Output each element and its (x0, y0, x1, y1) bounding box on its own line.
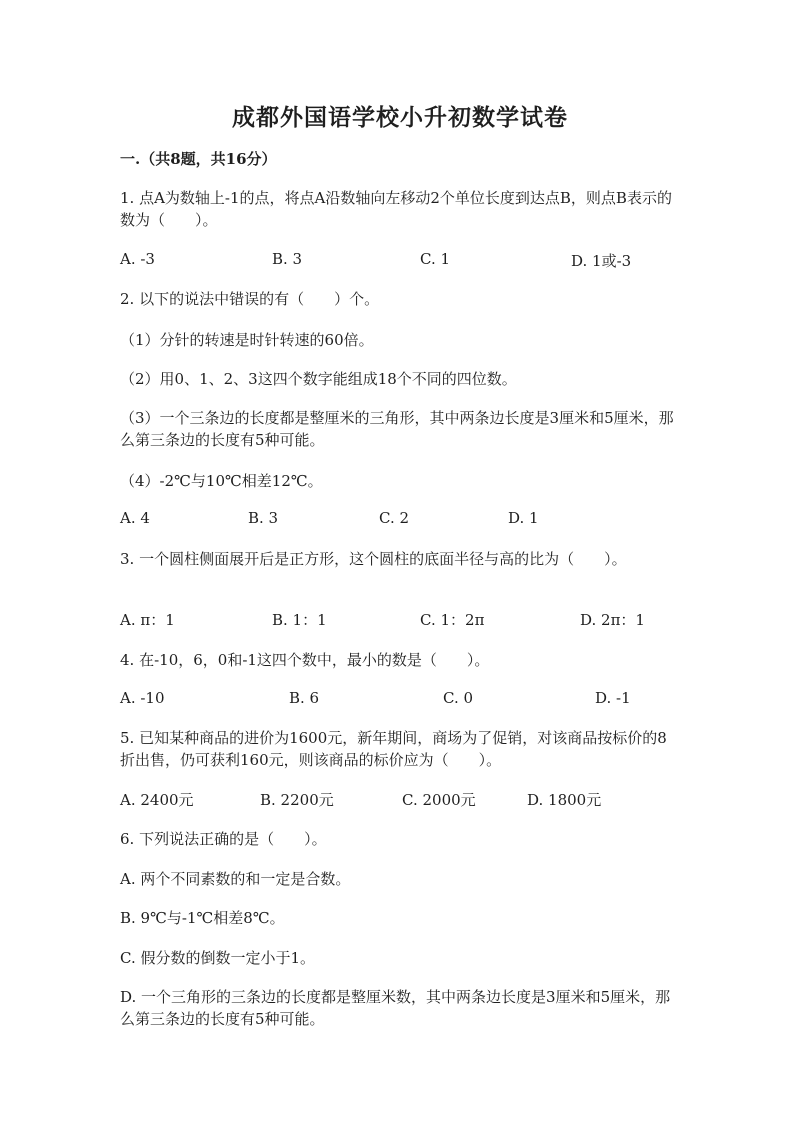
question-2-statement-1: （1）分针的转速是时针转速的60倍。 (120, 331, 374, 349)
question-3-text: 3. 一个圆柱侧面展开后是正方形，这个圆柱的底面半径与高的比为（ ）。 (120, 550, 627, 568)
question-1-option-d[interactable]: D. 1或-3 (571, 252, 632, 270)
question-5-option-c[interactable]: C. 2000元 (402, 791, 476, 809)
question-3-option-d[interactable]: D. 2π：1 (580, 611, 645, 629)
question-4-option-a[interactable]: A. -10 (120, 689, 165, 707)
question-4-option-c[interactable]: C. 0 (443, 689, 474, 707)
question-2-statement-2: （2）用0、1、2、3这四个数字能组成18个不同的四位数。 (120, 370, 517, 388)
question-4-text: 4. 在-10，6，0和-1这四个数中，最小的数是（ ）。 (120, 651, 490, 669)
question-3-option-c[interactable]: C. 1：2π (420, 611, 485, 629)
page-title: 成都外国语学校小升初数学试卷 (232, 104, 568, 131)
question-5-option-d[interactable]: D. 1800元 (527, 791, 602, 809)
question-4-option-b[interactable]: B. 6 (289, 689, 320, 707)
section-heading: 一.（共8题，共16分） (120, 150, 277, 168)
question-2-text: 2. 以下的说法中错误的有（ ）个。 (120, 290, 380, 308)
question-1-text: 1. 点A为数轴上-1的点，将点A沿数轴向左移动2个单位长度到达点B，则点B表示的数为（ ）。 (120, 189, 672, 229)
question-3-option-a[interactable]: A. π：1 (120, 611, 175, 629)
question-2-option-c[interactable]: C. 2 (379, 509, 410, 527)
question-2-option-a[interactable]: A. 4 (120, 509, 150, 527)
question-5-text: 5. 已知某种商品的进价为1600元，新年期间，商场为了促销，对该商品按标价的8折出售，仍可获利160元，则该商品的标价应为（ ）。 (120, 729, 667, 769)
question-1-option-b[interactable]: B. 3 (272, 250, 303, 268)
question-6-option-c[interactable]: C. 假分数的倒数一定小于1。 (120, 949, 316, 967)
question-2-statement-4: （4）-2℃与10℃相差12℃。 (120, 472, 323, 490)
question-6-option-d[interactable]: D. 一个三角形的三条边的长度都是整厘米数，其中两条边长度是3厘米和5厘米，那么第三条边的长度有5种可能。 (120, 988, 671, 1028)
question-4-option-d[interactable]: D. -1 (595, 689, 631, 707)
question-2-option-d[interactable]: D. 1 (508, 509, 539, 527)
question-1-option-a[interactable]: A. -3 (120, 250, 155, 268)
question-1-option-c[interactable]: C. 1 (420, 250, 451, 268)
question-2-statement-3: （3）一个三条边的长度都是整厘米的三角形，其中两条边长度是3厘米和5厘米，那么第三条边的长度有5种可能。 (120, 409, 674, 449)
question-6-option-a[interactable]: A. 两个不同素数的和一定是合数。 (120, 870, 351, 888)
question-5-option-b[interactable]: B. 2200元 (260, 791, 334, 809)
question-6-text: 6. 下列说法正确的是（ ）。 (120, 830, 327, 848)
question-6-option-b[interactable]: B. 9℃与-1℃相差8℃。 (120, 909, 285, 927)
question-2-option-b[interactable]: B. 3 (248, 509, 279, 527)
question-5-option-a[interactable]: A. 2400元 (120, 791, 194, 809)
question-3-option-b[interactable]: B. 1：1 (272, 611, 327, 629)
